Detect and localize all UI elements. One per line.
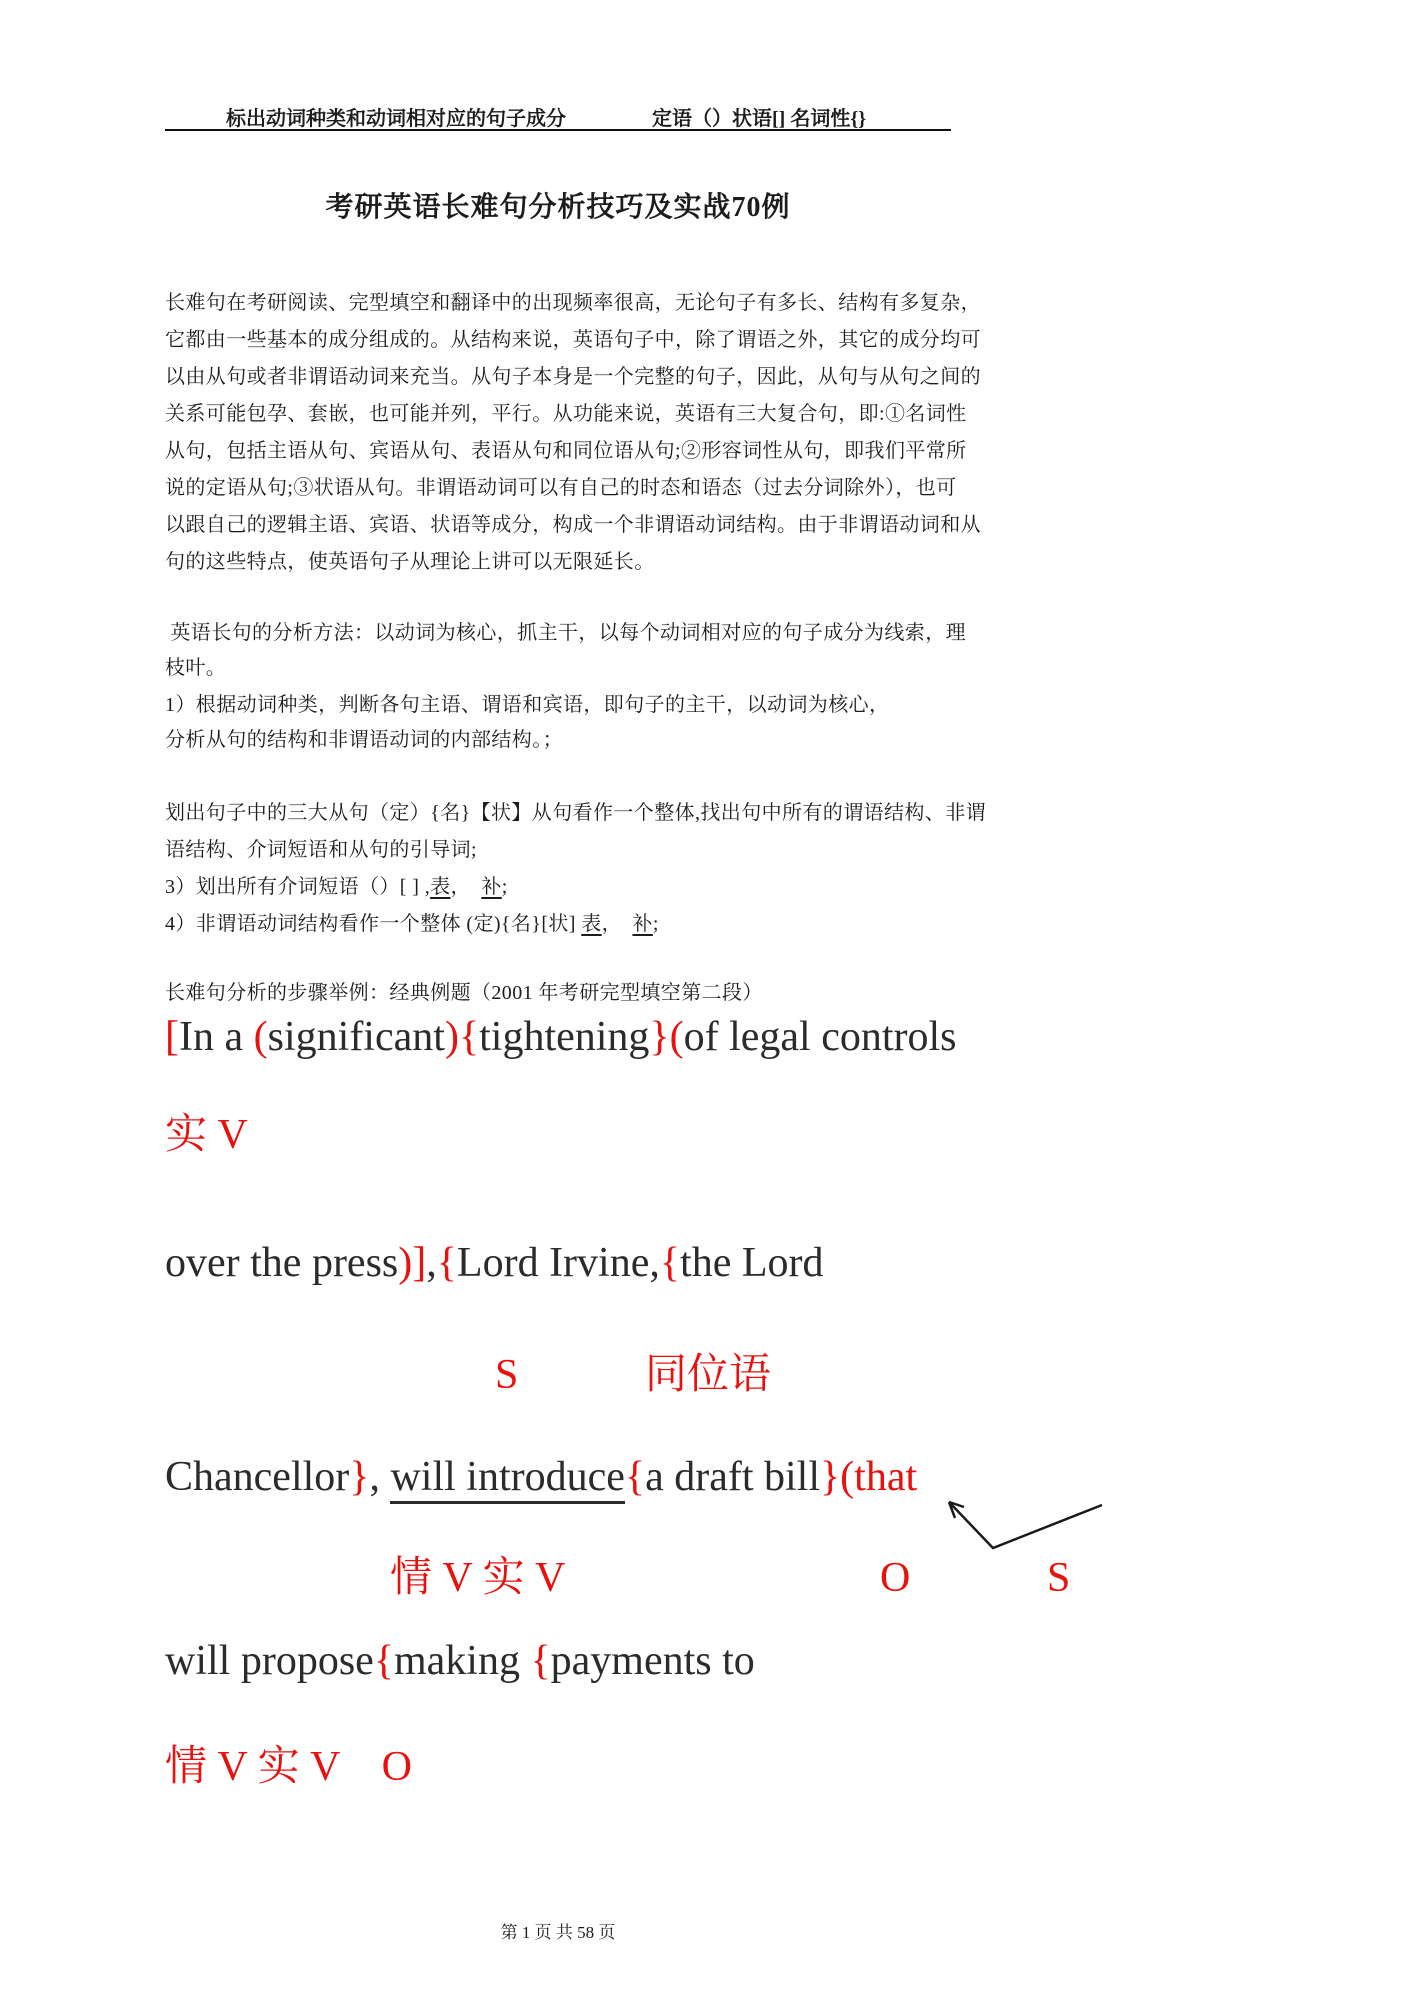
verb-type-labels: 情 V 实 V: [390, 1555, 566, 1601]
method-line: 分析从句的结构和非谓语动词的内部结构。；: [165, 729, 563, 751]
text-segment: will propose: [165, 1638, 374, 1684]
sentence-line-3: [165, 1452, 917, 1502]
intro-line: 它都由一些基本的成分组成的。从结构来说，英语句子中，除了谓语之外，其它的成分均可: [165, 329, 981, 351]
intro-line: 长难句在考研阅读、完型填空和翻译中的出现频率很高，无论句子有多长、结构有多复杂，: [165, 292, 981, 314]
annotation-segment: }: [349, 1454, 370, 1500]
text-segment: ,: [426, 1240, 437, 1286]
intro-line: 以跟自己的逻辑主语、宾语、状语等成分，构成一个非谓语动词结构。由于非谓语动词和从: [165, 514, 981, 536]
steps-line: [165, 907, 659, 936]
sentence-line-1: [165, 1012, 957, 1062]
annotation-segment: {: [530, 1638, 551, 1684]
apposition-label: 同位语: [645, 1352, 772, 1398]
annotation-segment: that: [854, 1454, 918, 1500]
steps-line: 语结构、介词短语和从句的引导词;: [165, 839, 477, 861]
header-notation-legend: 定语（）状语[] 名词性{}: [652, 108, 867, 130]
verb-type-label: 实 V: [165, 1112, 248, 1158]
annotation-segment: {: [436, 1240, 457, 1286]
annotation-segment: ): [444, 1014, 459, 1060]
text-segment: Lord Irvine,: [456, 1240, 660, 1286]
pointer-arrow: [930, 1490, 1120, 1556]
intro-line: 以由从句或者非谓语动词来充当。从句子本身是一个完整的句子，因此，从句与从句之间的: [165, 366, 981, 388]
annotation-segment: }(: [820, 1454, 855, 1500]
text-segment: 补: [481, 876, 502, 898]
text-segment: 补: [632, 913, 653, 935]
object-label: O: [880, 1555, 911, 1601]
page-number: 第 1 页 共 58 页: [500, 1923, 616, 1942]
annotation-segment: )]: [398, 1240, 427, 1286]
sentence-line-2: [165, 1238, 823, 1288]
text-segment: Chancellor: [165, 1454, 350, 1500]
annotation-segment: {: [659, 1240, 681, 1286]
text-segment: ;: [652, 913, 659, 935]
annotation-segment: {: [373, 1638, 394, 1684]
text-segment: ，: [601, 913, 633, 935]
example-heading: 长难句分析的步骤举例：经典例题（2001 年考研完型填空第二段）: [165, 982, 763, 1004]
text-segment: of legal controls: [683, 1014, 957, 1060]
method-line: 枝叶。: [165, 657, 227, 679]
text-segment: making: [393, 1638, 531, 1684]
text-segment: will introduce: [390, 1454, 624, 1504]
text-segment: In a: [179, 1014, 254, 1060]
annotation-segment: }: [649, 1014, 670, 1060]
steps-line: [165, 870, 508, 899]
text-segment: 3）划出所有介词短语（）[ ] ,: [165, 876, 431, 898]
annotation-segment: (: [669, 1014, 684, 1060]
text-segment: ;: [501, 876, 508, 898]
text-segment: a draft bill: [645, 1454, 820, 1500]
intro-line: 关系可能包孕、套嵌，也可能并列，平行。从功能来说，英语有三大复合句，即:①名词性: [165, 403, 967, 425]
steps-line: 划出句子中的三大从句（定）{名}【状】从句看作一个整体,找出句中所有的谓语结构、非谓: [165, 802, 986, 824]
intro-line: 从句，包括主语从句、宾语从句、表语从句和同位语从句;②形容词性从句，即我们平常所: [165, 440, 967, 462]
text-segment: 4）非谓语动词结构看作一个整体 (定){名}[状]: [165, 913, 582, 935]
annotation-segment: {: [624, 1454, 646, 1500]
sentence-line-4: [165, 1636, 755, 1686]
header-rule: [165, 129, 951, 131]
annotation-segment: (: [253, 1014, 268, 1060]
text-segment: 表: [581, 913, 602, 935]
text-segment: over the press: [165, 1240, 399, 1286]
header-instruction: 标出动词种类和动词相对应的句子成分: [226, 108, 566, 130]
verb-type-labels: 情 V 实 V O: [165, 1744, 412, 1790]
subject-label: S: [495, 1352, 519, 1398]
text-segment: tightening: [479, 1014, 650, 1060]
text-segment: 表: [430, 876, 451, 898]
annotation-segment: [: [165, 1014, 179, 1060]
subject-label: S: [1047, 1555, 1071, 1601]
text-segment: ，: [450, 876, 482, 898]
intro-line: 说的定语从句;③状语从句。非谓语动词可以有自己的时态和语态（过去分词除外），也可: [165, 477, 957, 499]
method-line: 英语长句的分析方法：以动词为核心，抓主干，以每个动词相对应的句子成分为线索，理: [165, 622, 966, 644]
text-segment: the Lord: [680, 1240, 824, 1286]
page-title: 考研英语长难句分析技巧及实战70例: [325, 192, 791, 223]
text-segment: significant: [267, 1014, 445, 1060]
intro-line: 句的这些特点，使英语句子从理论上讲可以无限延长。: [165, 551, 655, 573]
method-line: 1）根据动词种类，判断各句主语、谓语和宾语，即句子的主干，以动词为核心，: [165, 694, 890, 716]
annotation-segment: {: [458, 1014, 480, 1060]
text-segment: ,: [369, 1454, 391, 1500]
text-segment: payments to: [550, 1638, 755, 1684]
